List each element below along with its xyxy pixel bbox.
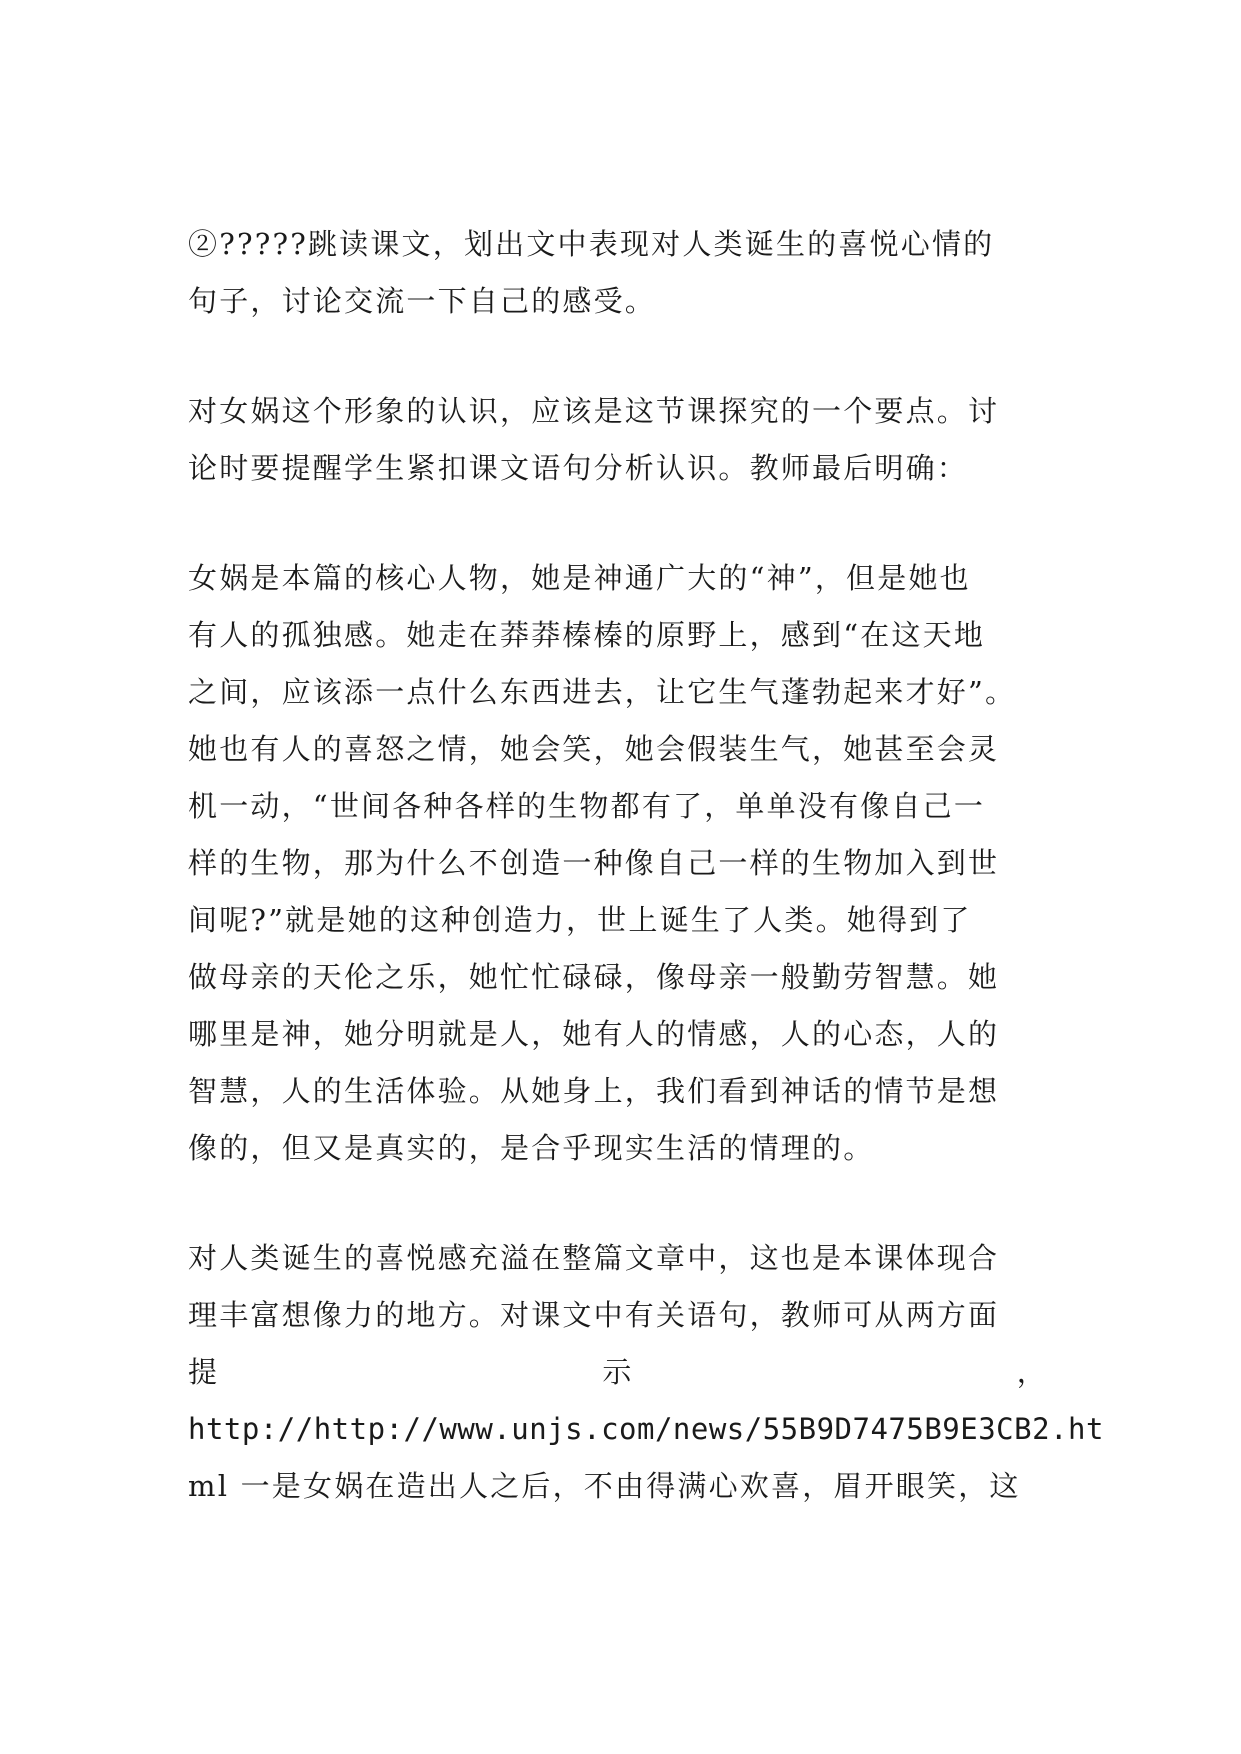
text-line: 哪里是神，她分明就是人，她有人的情感，人的心态，人的 — [188, 1017, 1000, 1051]
text-line: 做母亲的天伦之乐，她忙忙碌碌，像母亲一般勤劳智慧。她 — [188, 960, 1000, 994]
paragraph-3 — [188, 550, 1058, 1177]
text-line: 理丰富想像力的地方。对课文中有关语句，教师可从两方面 — [188, 1298, 1000, 1332]
text-line: 样的生物，那为什么不创造一种像自己一样的生物加入到世 — [188, 846, 1000, 880]
text-line: 机一动，“世间各种各样的生物都有了，单单没有像自己一 — [188, 789, 986, 823]
spread-word: 示 — [602, 1355, 634, 1389]
paragraph-1 — [188, 216, 1058, 330]
spread-word: ， — [1016, 1355, 1048, 1389]
text-line: 对人类诞生的喜悦感充溢在整篇文章中，这也是本课体现合 — [188, 1241, 1000, 1275]
spread-word: 提 — [188, 1355, 220, 1389]
text-line: 女娲是本篇的核心人物，她是神通广大的“神”，但是她也 — [188, 561, 971, 595]
text-line: 智慧，人的生活体验。从她身上，我们看到神话的情节是想 — [188, 1074, 1000, 1108]
paragraph-4 — [188, 1230, 1104, 1515]
text-line: 论时要提醒学生紧扣课文语句分析认识。教师最后明确： — [188, 451, 969, 485]
text-line: 她也有人的喜怒之情，她会笑，她会假装生气，她甚至会灵 — [188, 732, 1000, 766]
text-line: 有人的孤独感。她走在莽莽榛榛的原野上，感到“在这天地 — [188, 618, 986, 652]
text-line: 像的，但又是真实的，是合乎现实生活的情理的。 — [188, 1131, 875, 1165]
text-line: ml 一是女娲在造出人之后，不由得满心欢喜，眉开眼笑，这 — [188, 1469, 1021, 1503]
text-line: 句子，讨论交流一下自己的感受。 — [188, 284, 657, 318]
url-text: http://http://www.unjs.com/news/55B9D7475B9E3CB2.ht — [188, 1412, 1104, 1446]
text-line: 对女娲这个形象的认识，应该是这节课探究的一个要点。讨 — [188, 394, 1000, 428]
text-line: ②?????跳读课文，划出文中表现对人类诞生的喜悦心情的 — [188, 227, 995, 261]
document-page — [188, 216, 1104, 1568]
paragraph-2 — [188, 383, 1058, 497]
text-line: 之间，应该添一点什么东西进去，让它生气蓬勃起来才好”。 — [188, 675, 1017, 709]
justified-text-line — [188, 1344, 1048, 1401]
text-line: 间呢?”就是她的这种创造力，世上诞生了人类。她得到了 — [188, 903, 972, 937]
